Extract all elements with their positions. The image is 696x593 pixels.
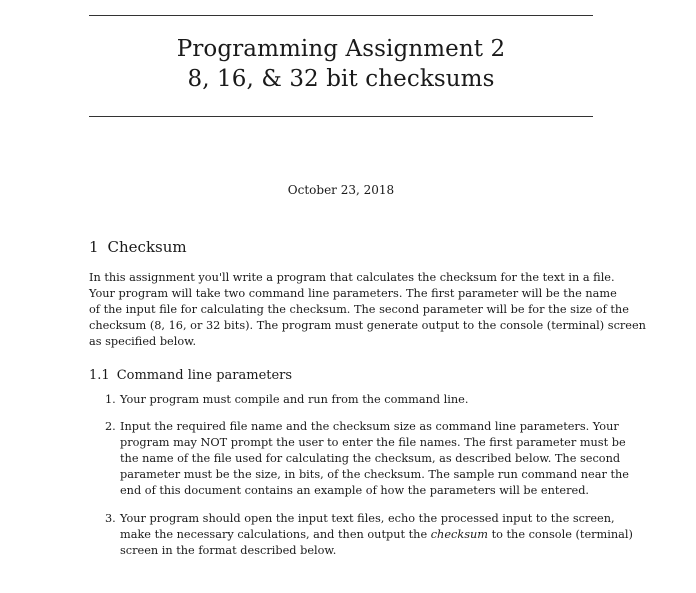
subsection-heading [89, 367, 292, 385]
document-date: October 23, 2018 [287, 183, 395, 197]
list-marker: 1. [105, 393, 116, 406]
list-item-text: make the necessary calculations, and then output the [120, 528, 428, 541]
list-item-line-mixed [120, 527, 633, 543]
subsection-title: Command line parameters [116, 368, 293, 383]
subsection-number: 1.1 [89, 368, 110, 383]
list-item-line: parameter must be the size, in bits, of the checksum. The sample run command near the [120, 468, 629, 481]
title-line-2: 8, 16, & 32 bit checksums [187, 66, 495, 92]
paragraph-line: Your program will take two command line parameters. The first parameter will be the name [89, 287, 617, 300]
list-marker: 3. [105, 512, 116, 525]
paragraph-line: In this assignment you'll write a program that calculates the checksum for the text in a file. [89, 271, 615, 284]
paragraph-line: as specified below. [89, 335, 197, 348]
list-item-line: program may NOT prompt the user to enter the file names. The first parameter must be [120, 436, 626, 449]
list-item-line: Your program must compile and run from the command line. [120, 393, 469, 406]
top-rule [89, 15, 593, 16]
list-item-text: to the console (terminal) [491, 528, 633, 541]
list-item-line: Your program should open the input text files, echo the processed input to the screen, [120, 512, 615, 525]
section-number: 1 [89, 238, 99, 256]
list-item-line: end of this document contains an example of how the parameters will be entered. [120, 484, 590, 497]
list-item-line: the name of the file used for calculating the checksum, as described below. The second [120, 452, 621, 465]
document-title [89, 34, 593, 94]
emphasis-checksum: checksum [430, 528, 488, 541]
title-line-1: Programming Assignment 2 [176, 36, 506, 62]
list-item-line: screen in the format described below. [120, 544, 337, 557]
section-heading [89, 237, 187, 257]
bottom-rule [89, 116, 593, 117]
list-item-line: Input the required file name and the checksum size as command line parameters. Your [120, 420, 619, 433]
section-paragraph [89, 270, 646, 350]
list-marker: 2. [105, 420, 116, 433]
paragraph-line: checksum (8, 16, or 32 bits). The program must generate output to the console (terminal) screen [89, 319, 646, 332]
paragraph-line: of the input file for calculating the checksum. The second parameter will be for the size of the [89, 303, 629, 316]
section-title: Checksum [107, 238, 187, 256]
